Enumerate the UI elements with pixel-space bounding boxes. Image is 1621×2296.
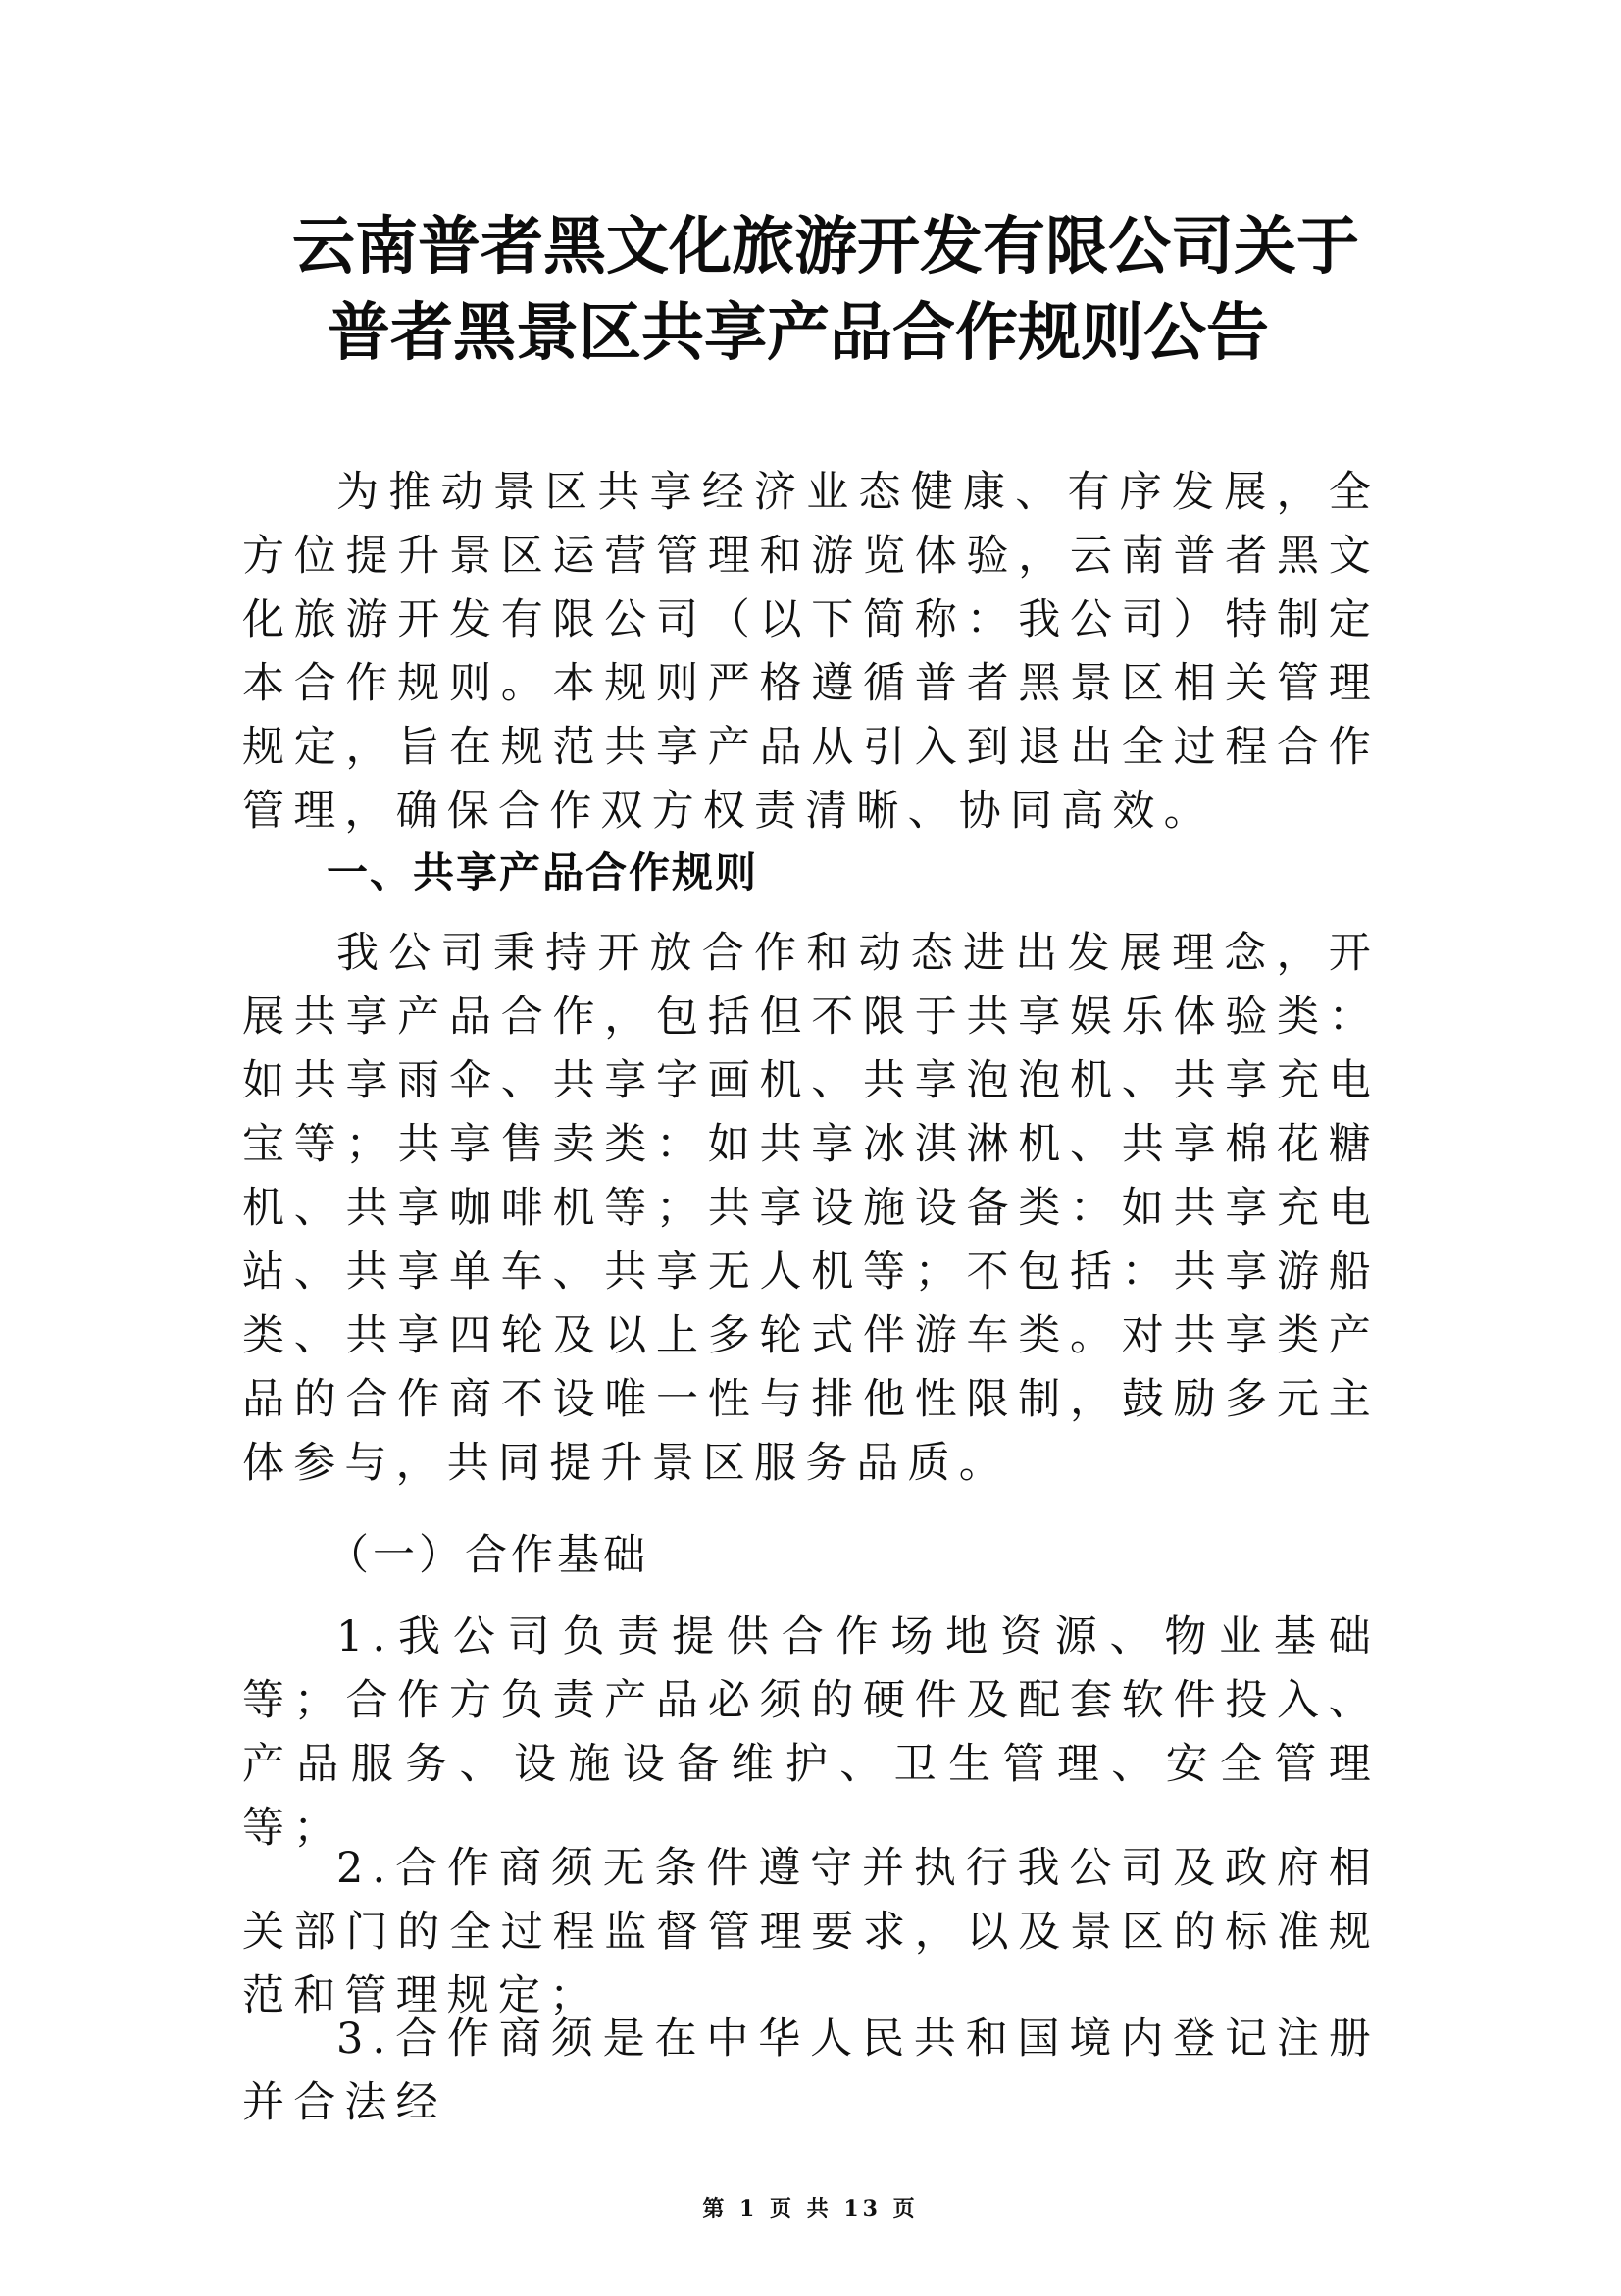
subsection-heading-cooperation-basis: （一）合作基础 bbox=[327, 1531, 649, 1580]
list-item-1: 1.我公司负责提供合作场地资源、物业基础等；合作方负责产品必须的硬件及配套软件投入、产品服务、设施设备维护、卫生管理、安全管理等； bbox=[242, 1612, 1380, 1853]
section-1-paragraph: 我公司秉持开放合作和动态进出发展理念，开展共享产品合作，包括但不限于共享娱乐体验类：如共享雨伞、共享字画机、共享泡泡机、共享充电宝等；共享售卖类：如共享冰淇淋机、共享棉花糖机、共享咖啡机等；共享设施设备类：如共享充电站、共享单车、共享无人机等；不包括：共享游船类、共享四轮及以上多轮式伴游车类。对共享类产品的合作商不设唯一性与排他性限制，鼓励多元主体参与，共同提升景区服务品质。 bbox=[242, 929, 1380, 1488]
page-number-footer: 第 1 页 共 13 页 bbox=[702, 2196, 919, 2221]
list-item-2: 2.合作商须无条件遵守并执行我公司及政府相关部门的全过程监督管理要求，以及景区的标准规范和管理规定； bbox=[242, 1844, 1380, 2020]
list-item-3: 3.合作商须是在中华人民共和国境内登记注册并合法经 bbox=[242, 2015, 1380, 2127]
section-heading-1: 一、共享产品合作规则 bbox=[327, 848, 759, 896]
intro-paragraph: 为推动景区共享经济业态健康、有序发展，全方位提升景区运营管理和游览体验，云南普者黑文化旅游开发有限公司（以下简称：我公司）特制定本合作规则。本规则严格遵循普者黑景区相关管理规定，旨在规范共享产品从引入到退出全过程合作管理，确保合作双方权责清晰、协同高效。 bbox=[242, 468, 1380, 836]
document-title-line-2: 普者黑景区共享产品合作规则公告 bbox=[328, 296, 1269, 370]
document-title-line-1: 云南普者黑文化旅游开发有限公司关于 bbox=[292, 210, 1359, 283]
